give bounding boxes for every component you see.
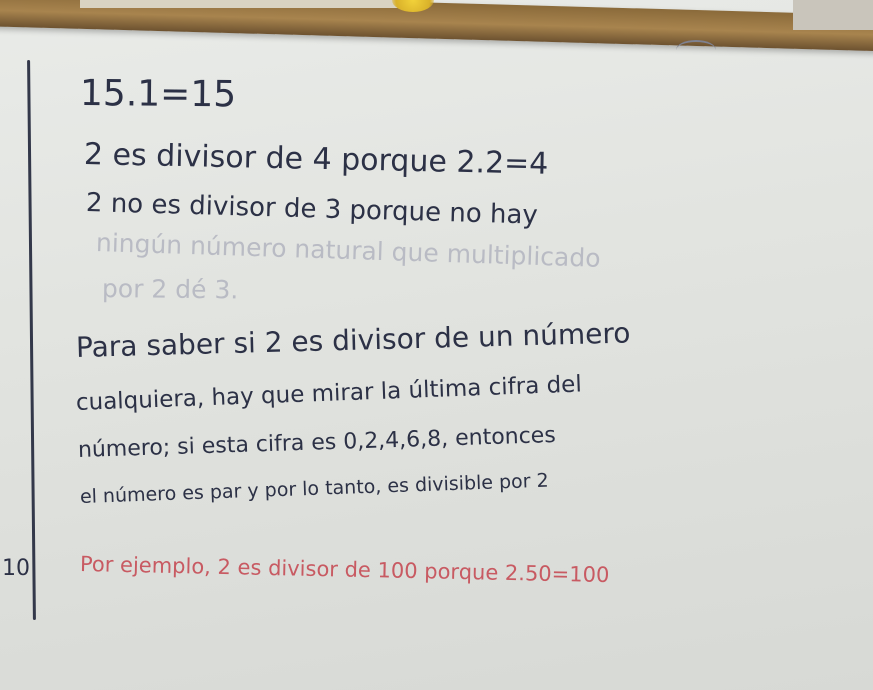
- non-divisor-line: 2 no es divisor de 3 porque no hay: [85, 188, 539, 231]
- margin-number: 10: [2, 556, 30, 581]
- faint-arc-mark: [676, 40, 716, 60]
- rule-line-4: el número es par y por lo tanto, es divisible por 2: [79, 469, 550, 508]
- wall-corner: [793, 0, 873, 30]
- example-line: Por ejemplo, 2 es divisor de 100 porque 2.50=100: [79, 552, 610, 588]
- rule-line-2: cualquiera, hay que mirar la última cifra del: [75, 371, 583, 416]
- faded-line-1: ningún número natural que multiplicado: [95, 228, 601, 273]
- rule-line-1: Para saber si 2 es divisor de un número: [75, 316, 631, 364]
- faded-line-2: por 2 dé 3.: [101, 274, 239, 305]
- equation-line: 15.1=15: [79, 73, 237, 116]
- rule-line-3: número; si esta cifra es 0,2,4,6,8, entonces: [77, 422, 557, 463]
- frame-highlight: [80, 0, 410, 8]
- example-divisor-line: 2 es divisor de 4 porque 2.2=4: [83, 137, 549, 182]
- margin-line: [27, 60, 36, 620]
